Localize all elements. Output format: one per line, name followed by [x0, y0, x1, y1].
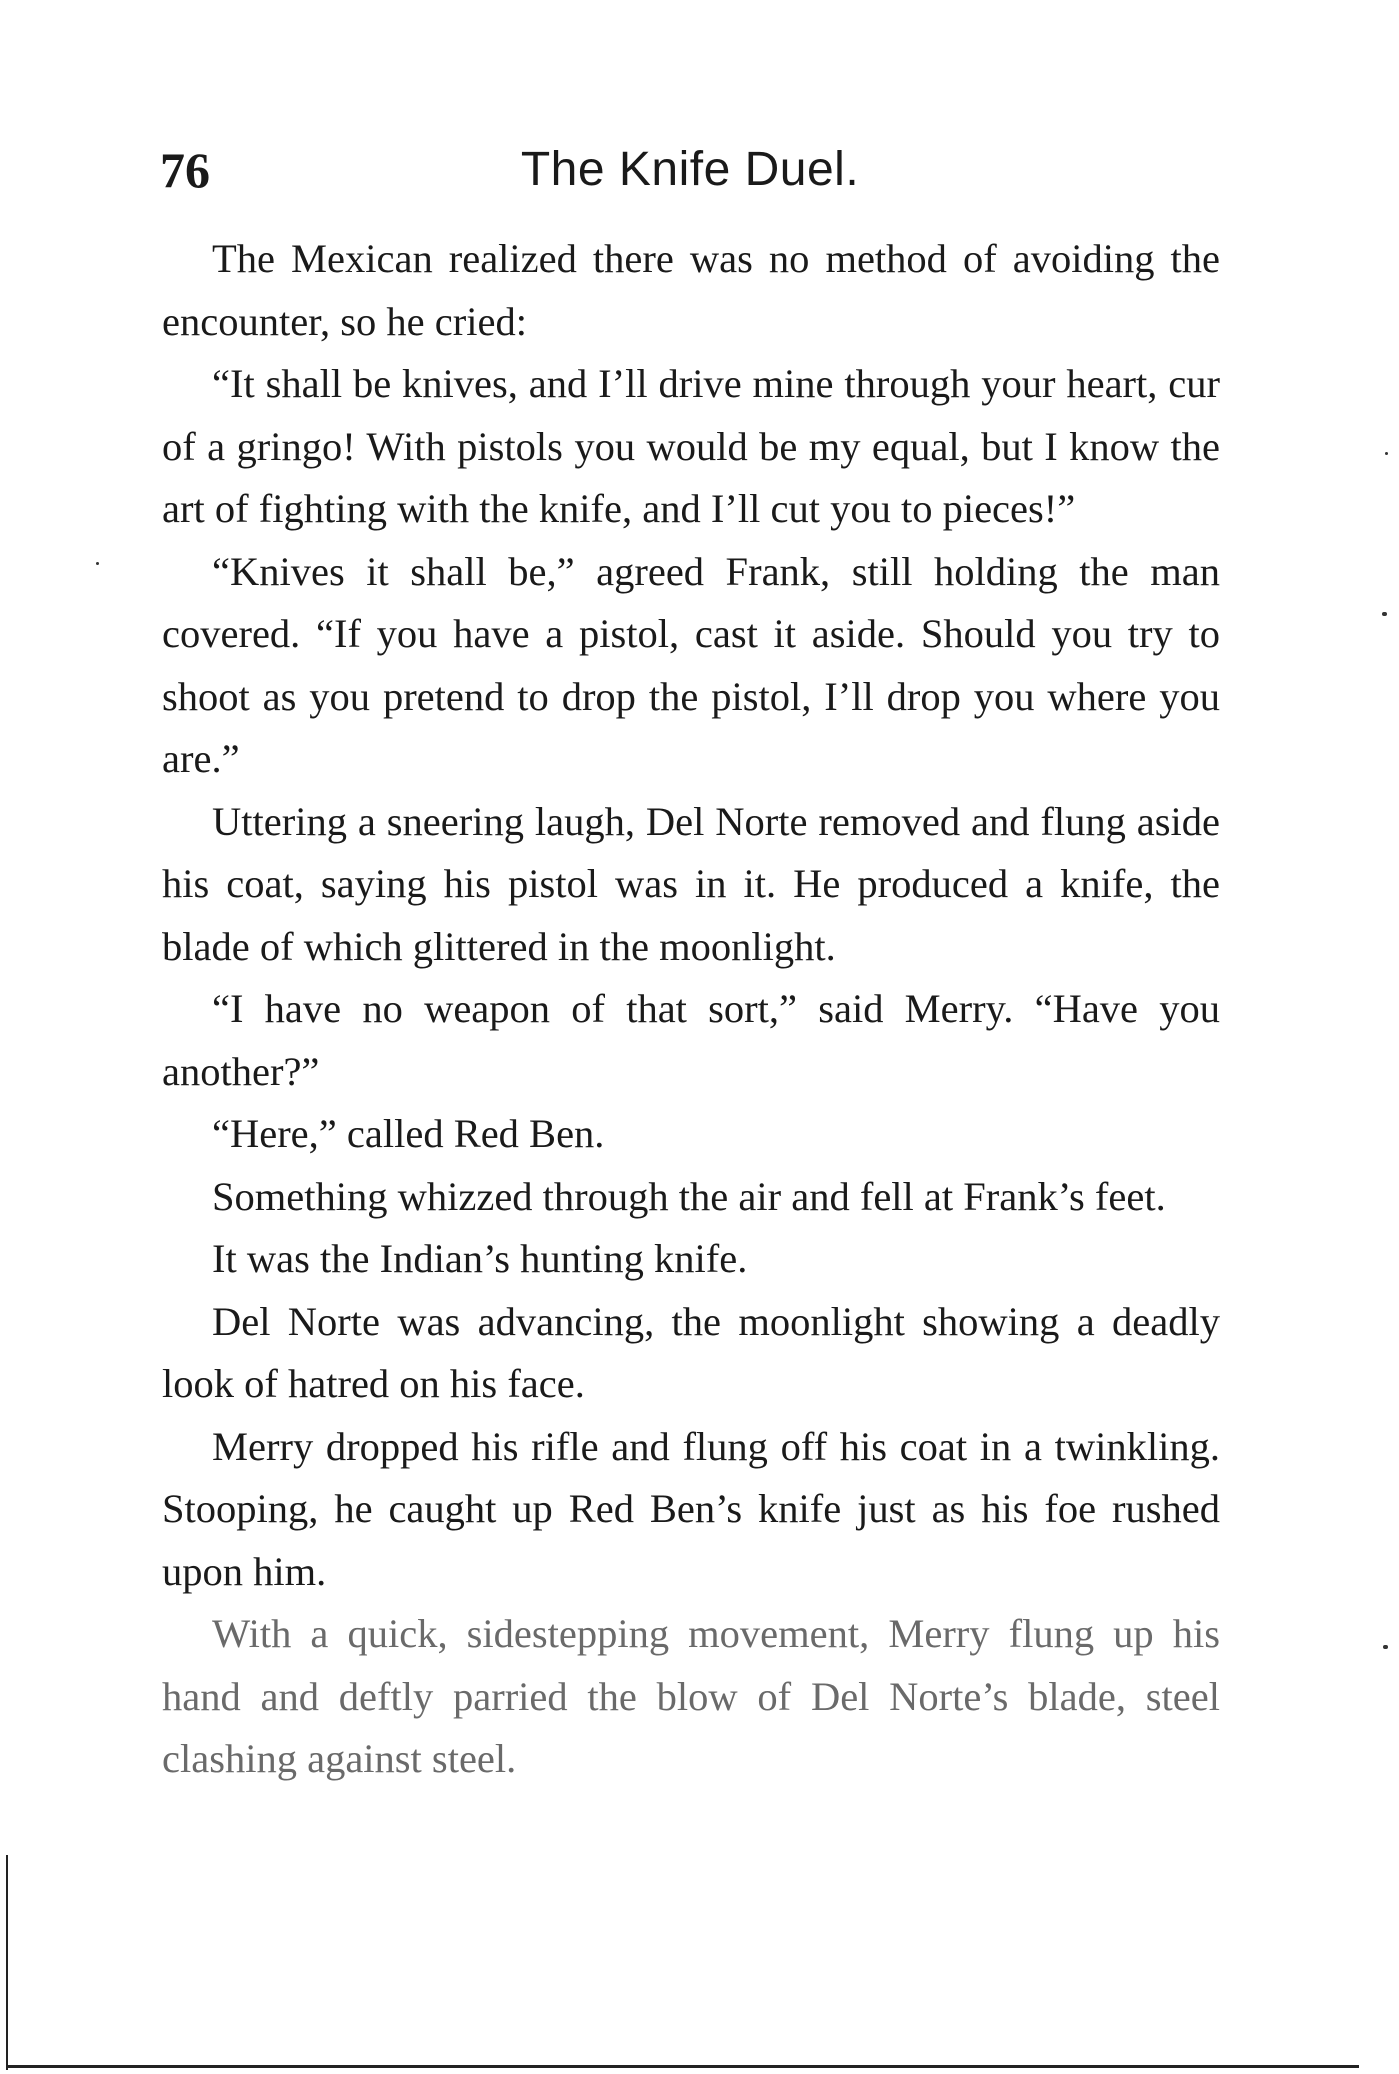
scan-speck — [1382, 612, 1387, 616]
paragraph: With a quick, sidestepping movement, Merry flung up his hand and deftly parried the blow of Del Norte’s blade, steel clashing against steel. — [162, 1611, 1220, 1781]
paragraph: The Mexican realized there was no method of avoiding the encounter, so he cried: — [162, 236, 1220, 344]
paragraph: It was the Indian’s hunting knife. — [212, 1236, 748, 1281]
scan-speck — [96, 562, 99, 565]
page-header — [160, 130, 1220, 210]
paragraph: “I have no weapon of that sort,” said Merry. “Have you another?” — [162, 986, 1220, 1094]
body-text — [162, 228, 1220, 1791]
paragraph: Merry dropped his rifle and flung off his coat in a twinkling. Stooping, he caught up Red Ben’s knife just as his foe rushed upon him. — [162, 1423, 1220, 1594]
running-title: The Knife Duel. — [520, 143, 860, 196]
page-number: 76 — [160, 142, 210, 198]
paragraph: Uttering a sneering laugh, Del Norte removed and flung aside his coat, saying his pistol was in it. He produced a knife, the blade of which glittered in the moonlight. — [162, 798, 1220, 969]
paragraph: “It shall be knives, and I’ll drive mine through your heart, cur of a gringo! With pistols you would be my equal, but I know the art of fighting with the knife, and I’ll cut you to pieces!” — [162, 361, 1220, 531]
scan-edge-left — [6, 1855, 8, 2070]
paragraph: “Knives it shall be,” agreed Frank, still holding the man covered. “If you have a pistol, cast it aside. Should you try to shoot as you pretend to drop the pistol, I’ll drop you where you are.” — [162, 548, 1220, 781]
scan-speck — [1383, 1645, 1388, 1649]
scan-edge-bottom — [6, 2065, 1359, 2068]
scan-speck — [1385, 452, 1388, 455]
paragraph: Del Norte was advancing, the moonlight showing a deadly look of hatred on his face. — [162, 1298, 1220, 1406]
paragraph: “Here,” called Red Ben. — [212, 1111, 605, 1156]
paragraph: Something whizzed through the air and fell at Frank’s feet. — [212, 1173, 1166, 1219]
